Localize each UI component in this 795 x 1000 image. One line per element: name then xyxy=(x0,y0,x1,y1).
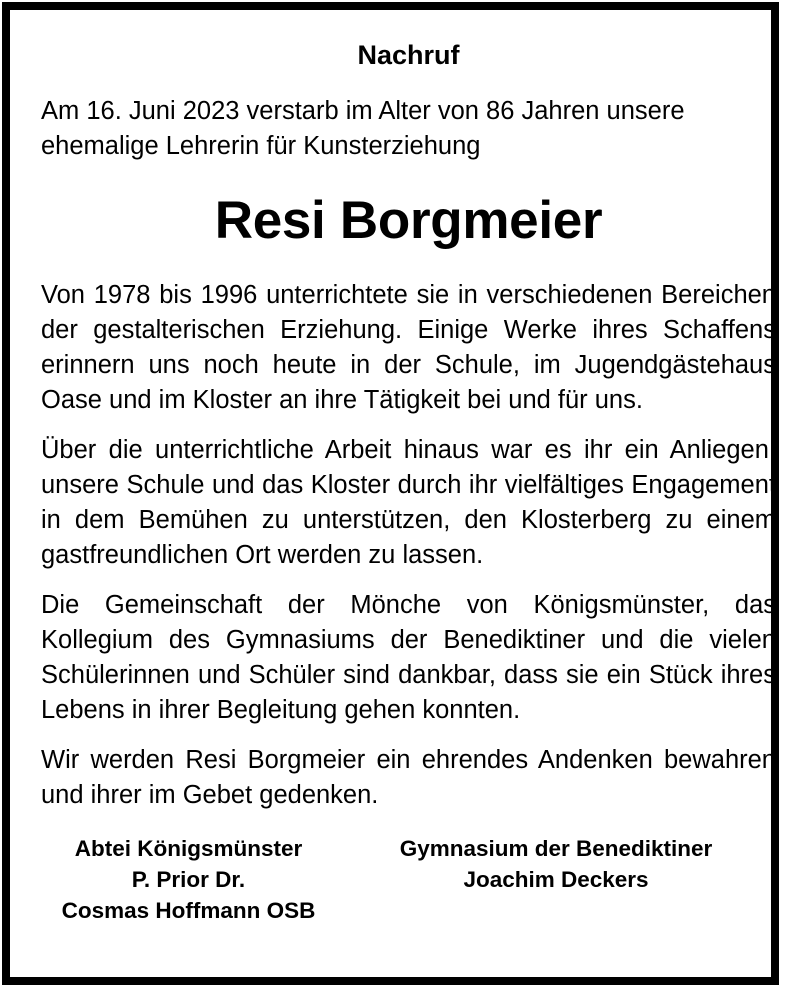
signatory-abbey-line-3: Cosmas Hoffmann OSB xyxy=(61,898,316,923)
signatory-abbey-line-1: Abtei Königsmünster xyxy=(74,836,303,861)
signatory-column-school xyxy=(336,833,776,926)
body-paragraph-2: Über die unterrichtliche Arbeit hinaus war es ihr ein Anliegen, unsere Schule und das Kloster durch ihr vielfältiges Engagement in dem Bemühen zu unterstützen, den Klosterberg zu einem gastfreundlichen Ort werden zu lassen. xyxy=(41,436,776,569)
signatory-column-abbey xyxy=(41,833,336,926)
body-paragraph-1: Von 1978 bis 1996 unterrichtete sie in verschiedenen Bereichen der gestalterischen Erziehung. Einige Werke ihres Schaffens erinnern uns noch heute in der Schule, im Jugendgästehaus Oase und im Kloster an ihre Tätigkeit bei und für uns. xyxy=(41,281,776,414)
mourning-border-frame xyxy=(2,2,779,985)
deceased-name: Resi Borgmeier xyxy=(214,191,603,250)
body-paragraph-4: Wir werden Resi Borgmeier ein ehrendes Andenken bewahren und ihrer im Gebet gedenken. xyxy=(41,746,776,809)
signatory-school-line-2: Joachim Deckers xyxy=(463,867,649,892)
signatory-school-line-1: Gymnasium der Benediktiner xyxy=(399,836,713,861)
intro-paragraph: Am 16. Juni 2023 verstarb im Alter von 86 Jahren unsere ehemalige Lehrerin für Kunsterziehung xyxy=(41,97,685,160)
signatory-abbey-line-2: P. Prior Dr. xyxy=(131,867,246,892)
notice-content xyxy=(41,20,776,926)
body-paragraph-3: Die Gemeinschaft der Mönche von Königsmünster, das Kollegium des Gymnasiums der Benediktiner und die vielen Schülerinnen und Schüler sind dankbar, dass sie ein Stück ihres Lebens in ihrer Begleitung gehen konnten. xyxy=(41,591,776,724)
page-title: Nachruf xyxy=(357,40,460,70)
signature-block xyxy=(41,833,776,926)
